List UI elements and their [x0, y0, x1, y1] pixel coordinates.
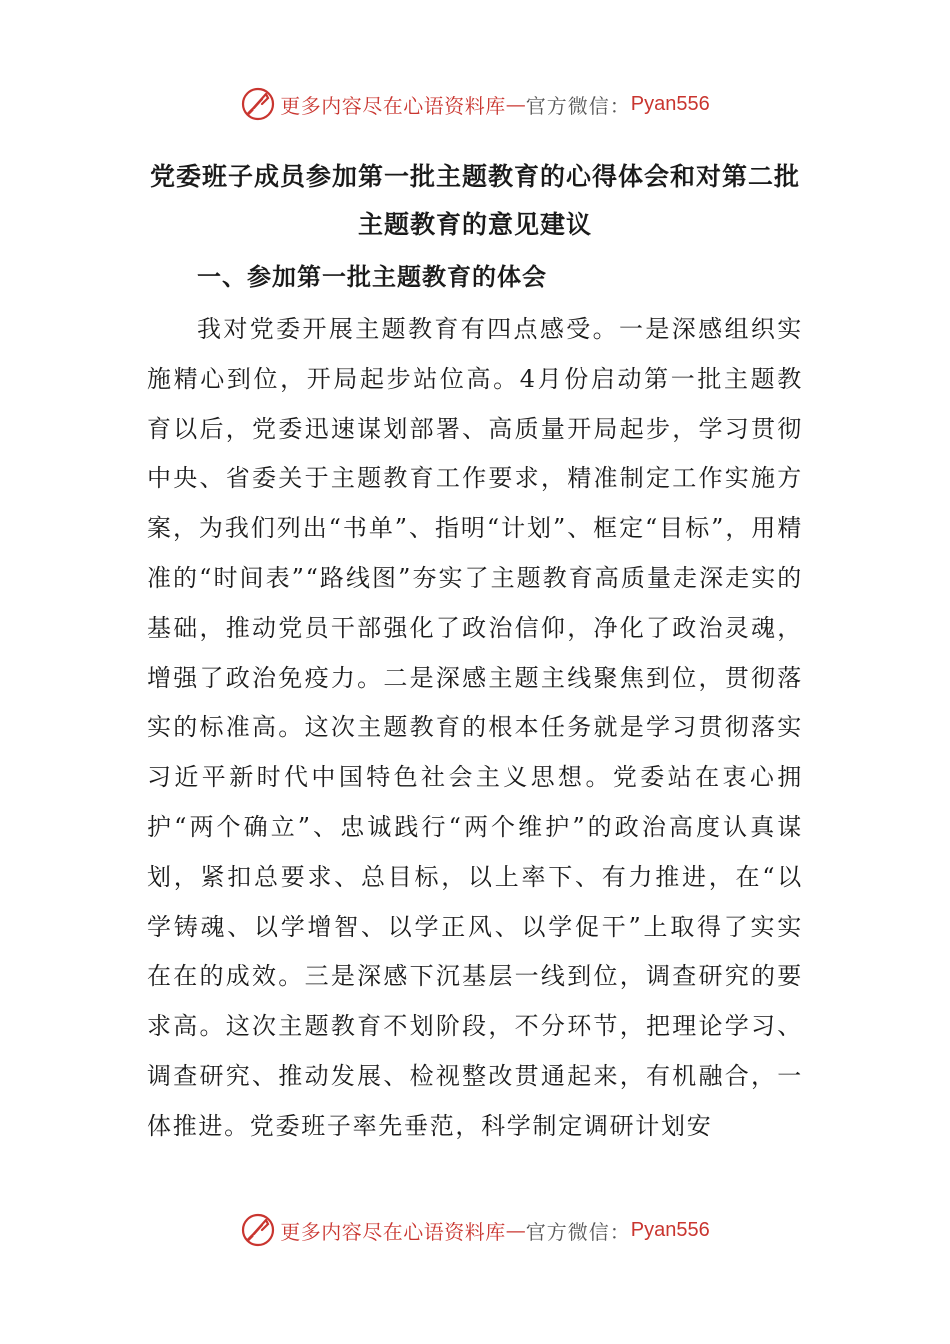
quill-logo-icon — [240, 1212, 276, 1248]
banner-wechat-id: Pyan556 — [630, 92, 710, 115]
section-heading: 一、参加第一批主题教育的体会 — [197, 262, 547, 291]
header-banner — [0, 84, 950, 124]
banner-brand: 更多内容尽在心语资料库 — [280, 1219, 506, 1244]
banner-wechat-id: Pyan556 — [630, 1218, 710, 1241]
banner-separator: — — [505, 1218, 526, 1242]
banner-official-label: 官方微信： — [525, 93, 631, 118]
banner-brand: 更多内容尽在心语资料库 — [280, 93, 506, 118]
banner-separator: — — [505, 92, 526, 116]
footer-banner — [0, 1210, 950, 1250]
body-paragraph: 我对党委开展主题教育有四点感受。一是深感组织实施精心到位，开局起步站位高。4月份启动第一批主题教育以后，党委迅速谋划部署、高质量开局起步，学习贯彻中央、省委关于主题教育工作要求，精准制定工作实施方案，为我们列出“书单”、指明“计划”、框定“目标”，用精准的“时间表”“路线图”夯实了主题教育高质量走深走实的基础，推动党员干部强化了政治信仰，净化了政治灵魂，增强了政治免疫力。二是深感主题主线聚焦到位，贯彻落实的标准高。这次主题教育的根本任务就是学习贯彻落实习近平新时代中国特色社会主义思想。党委站在衷心拥护“两个确立”、忠诚践行“两个维护”的政治高度认真谋划，紧扣总要求、总目标，以上率下、有力推进，在“以学铸魂、以学增智、以学正风、以学促干”上取得了实实在在的成效。三是深感下沉基层一线到位，调查研究的要求高。这次主题教育不划阶段，不分环节，把理论学习、调查研究、推动发展、检视整改贯通起来，有机融合，一体推进。党委班子率先垂范，科学制定调研计划安 — [147, 315, 803, 1140]
quill-logo-icon — [240, 86, 276, 122]
document-title-line2: 主题教育的意见建议 — [357, 210, 592, 239]
document-title-line1: 党委班子成员参加第一批主题教育的心得体会和对第二批 — [149, 162, 800, 191]
banner-official-label: 官方微信： — [525, 1219, 631, 1244]
